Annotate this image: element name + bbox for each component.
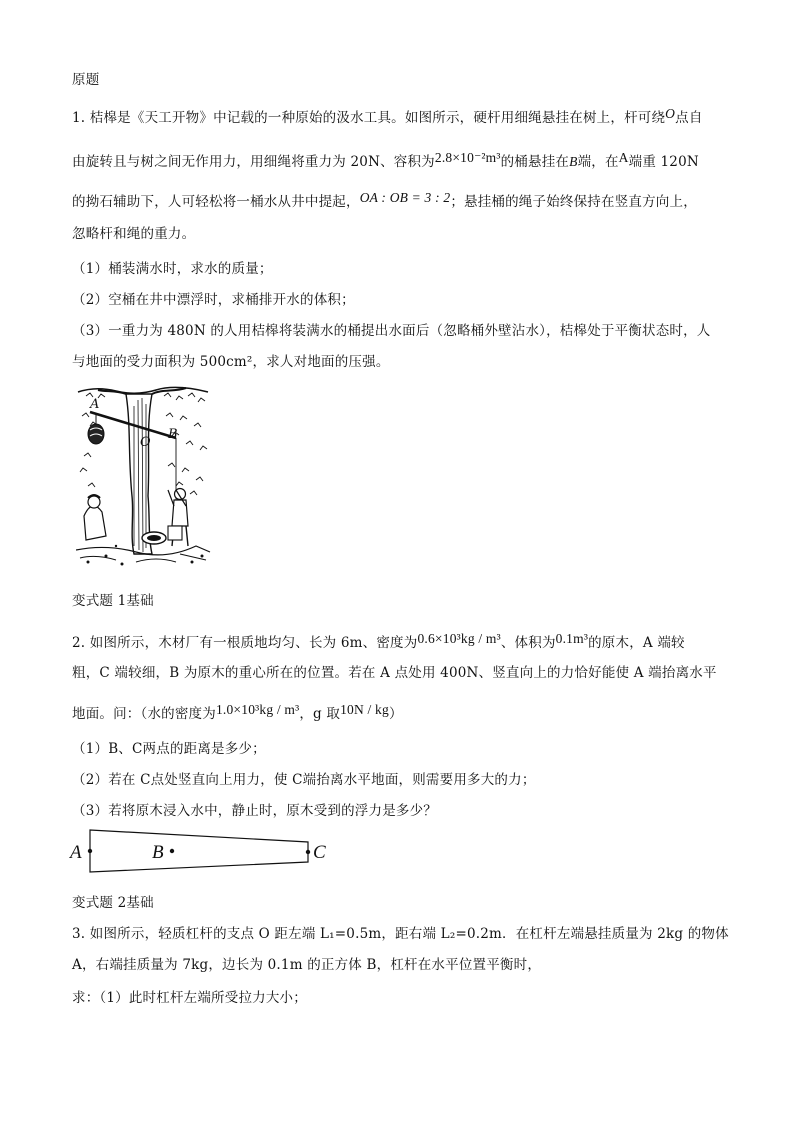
q2-sub-2: （2）若在 C点处竖直向上用力，使 C端抬离水平地面，则需要用多大的力；: [72, 772, 536, 788]
q1-line-1: [72, 106, 703, 126]
q2-text: ）: [388, 706, 403, 722]
q2-sub-1: （1）B、C两点的距离是多少；: [72, 741, 266, 757]
q3-line-1: 3. 如图所示，轻质杠杆的支点 O 距左端 L₁=0.5m，距右端 L₂=0.2m．在杠杆左端悬挂质量为 2kg 的物体: [72, 926, 729, 942]
q2-text: 、体积为: [500, 635, 556, 651]
q2-text: 的原木，A 端较: [588, 635, 685, 651]
fig1-label-b: B: [168, 427, 178, 442]
q1-sub-1: （1）桶装满水时，求水的质量；: [72, 261, 273, 277]
q2-text: ，g 取: [299, 706, 341, 722]
point-a: [88, 849, 92, 853]
q1-text: 端重 120N: [628, 154, 699, 170]
section-variant2: 变式题 2基础: [72, 895, 154, 911]
q3-line-2: A，右端挂质量为 7kg，边长为 0.1m 的正方体 B，杠杆在水平位置平衡时，: [72, 957, 542, 973]
q1-sub-2: （2）空桶在井中漂浮时，求桶排开水的体积；: [72, 292, 355, 308]
q1-text: 1. 桔槔是《天工开物》中记载的一种原始的汲水工具。如图所示，硬杆用细绳悬挂在树上，杆可绕: [72, 110, 666, 126]
q2-line-3: [72, 702, 403, 722]
q1-text: 的拗石辅助下，人可轻松将一桶水从井中提起，: [72, 194, 360, 210]
point-b: [170, 849, 174, 853]
q1-sub-3a: （3）一重力为 480N 的人用桔槔将装满水的桶提出水面后（忽略桶外壁沾水），桔槔处于平衡状态时，人: [72, 323, 711, 339]
q2-water-density: 1.0×10³kg / m³: [215, 702, 300, 717]
q2-text: 2. 如图所示，木材厂有一根质地均匀、长为 6m、密度为: [72, 635, 418, 651]
q1-text: 端，在: [577, 154, 619, 170]
fig1-label-o: O: [140, 435, 151, 450]
q1-ratio: OA : OB = 3 : 2: [359, 190, 451, 205]
q2-g-value: 10N / kg: [340, 702, 389, 717]
fig2-label-a: A: [70, 842, 82, 863]
q1-var-b: B: [569, 154, 578, 169]
q2-text: 地面。问：（水的密度为: [72, 706, 216, 722]
q2-sub-3: （3）若将原木浸入水中，静止时，原木受到的浮力是多少？: [72, 803, 437, 819]
q1-capacity: 2.8×10⁻²m³: [434, 150, 501, 165]
q2-volume: 0.1m³: [555, 631, 589, 646]
fig1-label-a: A: [90, 397, 100, 412]
q2-line-1: [72, 631, 685, 651]
q1-var-o: O: [665, 106, 676, 121]
q1-var-a: A: [618, 150, 629, 165]
q2-density: 0.6×10³kg / m³: [417, 631, 501, 646]
shadoof-woodcut-illustration: [76, 386, 212, 568]
q1-line-3: [72, 190, 697, 210]
point-c: [306, 850, 310, 854]
q3-line-3: 求：（1）此时杠杆左端所受拉力大小；: [72, 990, 307, 1006]
section-variant1: 变式题 1基础: [72, 593, 154, 609]
q1-sub-3b: 与地面的受力面积为 500cm²，求人对地面的压强。: [72, 354, 390, 370]
q2-line-2: 粗，C 端较细，B 为原木的重心所在的位置。若在 A 点处用 400N、竖直向上的力恰好能使 A 端抬离水平: [72, 665, 717, 681]
q1-text: ；悬挂桶的绳子始终保持在竖直方向上，: [450, 194, 697, 210]
fig2-label-b: B: [152, 842, 164, 863]
q1-text: 的桶悬挂在: [500, 154, 570, 170]
section-original: 原题: [72, 72, 100, 88]
fig2-label-c: C: [313, 842, 326, 863]
q1-text: 点自: [675, 110, 703, 126]
q1-line-2: [72, 150, 699, 170]
log-diagram: [68, 826, 338, 876]
q1-line-4: 忽略杆和绳的重力。: [72, 226, 196, 242]
q1-text: 由旋转且与树之间无作用力，用细绳将重力为 20N、容积为: [72, 154, 435, 170]
